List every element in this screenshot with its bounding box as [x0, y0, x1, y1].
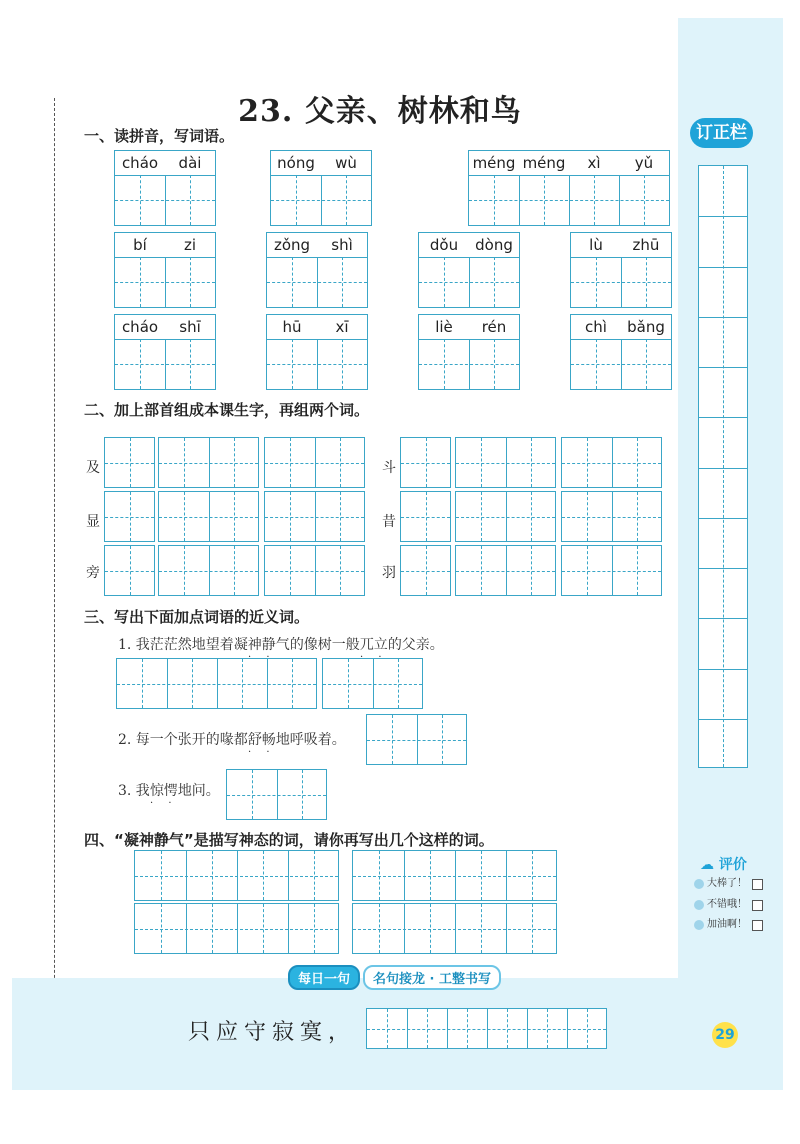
pinyin-syllable: shì [331, 236, 353, 254]
radical-left-3: 旁 [86, 565, 100, 581]
pinyin-syllable: méng [472, 154, 516, 172]
dotted-word: 舒畅 · · [248, 732, 276, 748]
char-box-right-2[interactable] [400, 491, 451, 542]
char-box-right-1[interactable] [400, 437, 451, 488]
section-1-heading: 一、读拼音，写词语。 [84, 127, 235, 145]
pinyin-word-block[interactable] [418, 232, 520, 308]
correction-grid[interactable] [698, 165, 748, 768]
pinyin-syllable: zhū [632, 236, 660, 254]
proverb-text: 只应守寂寞， [188, 1020, 357, 1045]
pinyin-syllable: zǒng [273, 236, 311, 254]
evaluation-title-text: 评价 [718, 857, 747, 873]
eval-label: 不错哦！ [707, 899, 747, 910]
checkbox[interactable] [752, 900, 763, 911]
pinyin-word-block[interactable] [114, 232, 216, 308]
word-box-right-1b[interactable] [561, 437, 662, 488]
pinyin-syllable: liè [435, 318, 453, 336]
pinyin-syllable: xī [335, 318, 349, 336]
sentence-1 [118, 634, 444, 654]
word-box-right-3b[interactable] [561, 545, 662, 596]
pinyin-syllable: bǎng [627, 318, 665, 336]
section-3-heading: 三、写出下面加点词语的近义词。 [84, 608, 310, 626]
char-box-left-2[interactable] [104, 491, 155, 542]
word-box-right-2a[interactable] [455, 491, 556, 542]
word-grid-4a[interactable] [134, 850, 339, 901]
radical-left-2: 显 [86, 514, 100, 530]
pinyin-word-block[interactable] [114, 150, 216, 226]
radical-right-2: 昔 [382, 514, 396, 530]
dotted-word: 凝神静气 · · [234, 637, 290, 653]
sentence-text: 地问。 [177, 783, 220, 799]
eval-label: 大棒了！ [707, 878, 747, 889]
sentence-3 [118, 780, 220, 800]
char-box-right-3[interactable] [400, 545, 451, 596]
pinyin-word-block[interactable] [114, 314, 216, 390]
word-box-left-3b[interactable] [264, 545, 365, 596]
checkbox[interactable] [752, 879, 763, 890]
section-4-heading: 四、“凝神静气”是描写神态的词，请你再写出几个这样的词。 [84, 831, 494, 849]
sentence-text: 的像树一般 [289, 637, 360, 653]
smile-icon [694, 920, 704, 930]
cut-line [54, 98, 55, 1033]
radical-right-3: 羽 [382, 565, 396, 581]
dotted-word: 惊愕 · · [150, 783, 178, 799]
pinyin-syllable: chì [585, 318, 607, 336]
section-2-heading: 二、加上部首组成本课生字，再组两个词。 [84, 401, 370, 419]
word-box-left-1a[interactable] [158, 437, 259, 488]
pinyin-syllable: dǒu [429, 236, 459, 254]
pinyin-syllable: xì [587, 154, 601, 172]
pinyin-syllable: lù [589, 236, 603, 254]
pinyin-syllable: nóng [277, 154, 315, 172]
pinyin-word-block[interactable] [468, 150, 670, 226]
eval-option-tryhard[interactable] [694, 918, 763, 932]
sentence-text: 2. 每一个张开的喙都 [118, 732, 248, 748]
word-box-right-3a[interactable] [455, 545, 556, 596]
checkbox[interactable] [752, 920, 763, 931]
smile-icon [694, 879, 704, 889]
daily-desc: 名句接龙 · 工整书写 [363, 965, 501, 990]
pinyin-syllable: hū [282, 318, 302, 336]
synonym-box-1a[interactable] [116, 658, 317, 709]
pinyin-word-block[interactable] [266, 314, 368, 390]
word-grid-4c[interactable] [134, 903, 339, 954]
evaluation-title: ☁ 评价 [700, 857, 747, 873]
pinyin-syllable: cháo [121, 318, 159, 336]
pinyin-syllable: shī [179, 318, 201, 336]
word-box-left-1b[interactable] [264, 437, 365, 488]
pinyin-syllable: bí [133, 236, 147, 254]
sentence-text: 地呼吸着。 [275, 732, 346, 748]
smile-icon [694, 900, 704, 910]
word-box-right-2b[interactable] [561, 491, 662, 542]
dotted-word: 兀立 · · [360, 637, 388, 653]
pinyin-syllable: dòng [475, 236, 513, 254]
pinyin-word-block[interactable] [570, 314, 672, 390]
radical-left-1: 及 [86, 460, 100, 476]
sentence-text: 3. 我 [118, 783, 150, 799]
eval-option-good[interactable] [694, 898, 763, 912]
word-grid-4b[interactable] [352, 850, 557, 901]
word-grid-4d[interactable] [352, 903, 557, 954]
pinyin-word-block[interactable] [270, 150, 372, 226]
word-box-left-3a[interactable] [158, 545, 259, 596]
sentence-text: 1. 我茫茫然地望着 [118, 637, 234, 653]
char-box-left-3[interactable] [104, 545, 155, 596]
radical-right-1: 斗 [382, 460, 396, 476]
synonym-box-3[interactable] [226, 769, 327, 820]
word-box-left-2a[interactable] [158, 491, 259, 542]
synonym-box-2[interactable] [366, 714, 467, 765]
correction-badge: 订正栏 [690, 118, 753, 148]
pinyin-word-block[interactable] [570, 232, 672, 308]
pinyin-syllable: zi [183, 236, 197, 254]
daily-tag: 每日一句 [288, 965, 360, 990]
pinyin-syllable: yǔ [634, 154, 654, 172]
pinyin-word-block[interactable] [266, 232, 368, 308]
eval-option-great[interactable] [694, 877, 763, 891]
pinyin-word-block[interactable] [418, 314, 520, 390]
pinyin-syllable: dài [178, 154, 202, 172]
synonym-box-1b[interactable] [322, 658, 423, 709]
word-box-left-2b[interactable] [264, 491, 365, 542]
proverb-answer-grid[interactable] [366, 1008, 607, 1049]
pinyin-syllable: méng [522, 154, 566, 172]
daily-banner [288, 966, 501, 988]
page-number: 29 [712, 1022, 738, 1048]
pinyin-syllable: wù [335, 154, 357, 172]
eval-label: 加油啊！ [707, 919, 747, 930]
word-box-right-1a[interactable] [455, 437, 556, 488]
pinyin-syllable: rén [481, 318, 507, 336]
page-title: 23. 父亲、树林和鸟 [238, 94, 522, 129]
char-box-left-1[interactable] [104, 437, 155, 488]
pinyin-syllable: cháo [121, 154, 159, 172]
sentence-2 [118, 729, 346, 749]
sentence-text: 的父亲。 [387, 637, 444, 653]
